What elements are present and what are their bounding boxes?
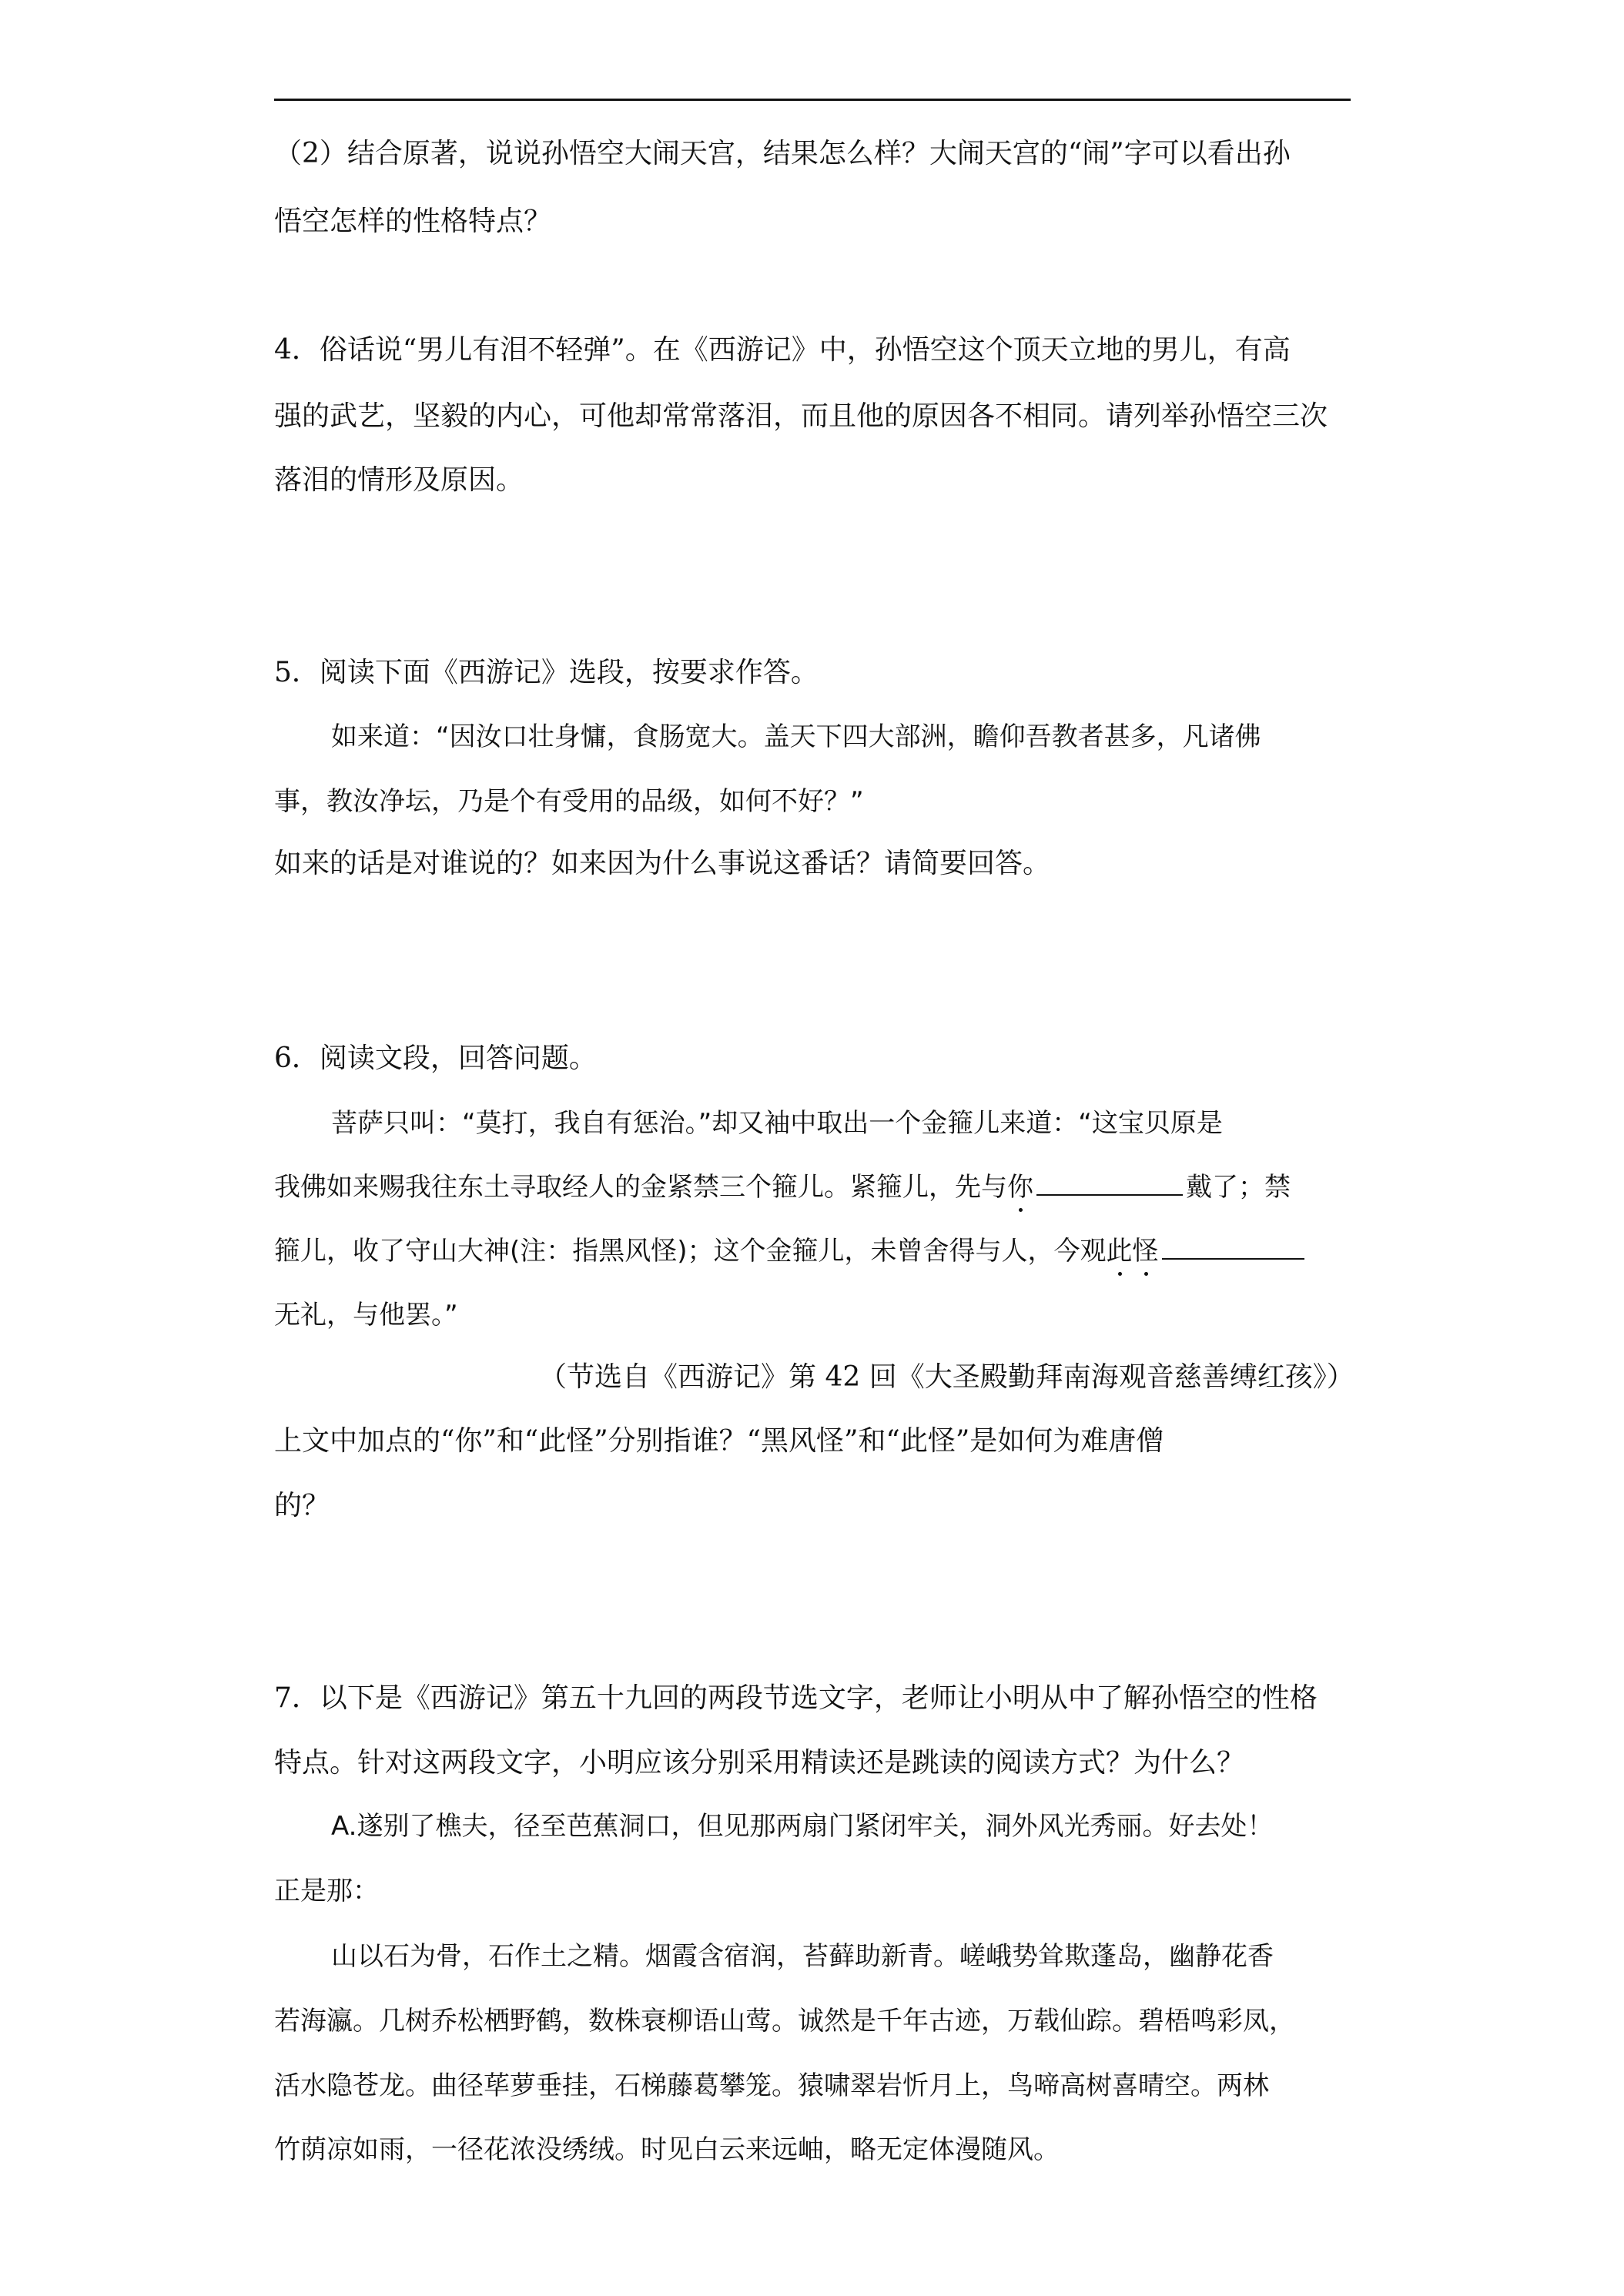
q7-poem-line3: 活水隐苍龙。曲径荜萝垂挂，石梯藤葛攀笼。猿啸翠岩忻月上，鸟啼高树喜晴空。两林 xyxy=(274,2070,1269,2101)
q7-poem-line1: 山以石为骨，石作土之精。烟霞含宿润，苔藓助新青。嵯峨势耸欺蓬岛，幽静花香 xyxy=(331,1941,1274,1972)
q4-line1: 4．俗话说“男儿有泪不轻弹”。在《西游记》中，孙悟空这个顶天立地的男儿，有高 xyxy=(274,334,1291,366)
q7-poem-line4: 竹荫凉如雨，一径花浓没绣绒。时见白云来远岫，略无定体漫随风。 xyxy=(274,2134,1060,2165)
q3-part2-line1: （2）结合原著，说说孙悟空大闹天宫，结果怎么样？大闹天宫的“闹”字可以看出孙 xyxy=(274,138,1291,169)
q6-question-line2: 的？ xyxy=(274,1490,330,1521)
fill-blank-2[interactable] xyxy=(1162,1235,1304,1260)
q7-line2: 特点。针对这两段文字，小明应该分别采用精读还是跳读的阅读方式？为什么？ xyxy=(274,1747,1245,1779)
q5-question: 如来的话是对谁说的？如来因为什么事说这番话？请简要回答。 xyxy=(274,848,1051,879)
q6-stem: 6．阅读文段，回答问题。 xyxy=(274,1043,597,1074)
q4-line2: 强的武艺，坚毅的内心，可他却常常落泪，而且他的原因各不相同。请列举孙悟空三次 xyxy=(274,400,1328,432)
q7-excerpt-a-line2: 正是那： xyxy=(274,1876,379,1906)
q5-stem: 5．阅读下面《西游记》选段，按要求作答。 xyxy=(274,657,819,688)
q7-excerpt-a-line1: A.遂别了樵夫，径至芭蕉洞口，但见那两扇门紧闭牢关，洞外风光秀丽。好去处！ xyxy=(331,1811,1274,1842)
q6-passage-line2-text-b: 戴了；禁 xyxy=(1186,1172,1291,1203)
q6-passage-line3-text-a: 箍儿，收了守山大神(注：指黑风怪)；这个金箍儿，未曾舍得与人，今观 xyxy=(274,1236,1107,1267)
q6-passage-line2 xyxy=(274,1170,1291,1204)
fill-blank-1[interactable] xyxy=(1036,1171,1183,1196)
header-rule xyxy=(274,99,1351,101)
q7-poem-line2: 若海瀛。几树乔松栖野鹤，数株衰柳语山莺。诚然是千年古迹，万载仙踪。碧梧鸣彩凤， xyxy=(274,2006,1295,2037)
q6-source-citation: （节选自《西游记》第 42 回《大圣殿勤拜南海观音慈善缚红孩》） xyxy=(539,1361,1354,1393)
emphasis-dot-ni: 你 xyxy=(1007,1172,1033,1203)
q5-quote-line1: 如来道：“因汝口壮身慵，食肠宽大。盖天下四大部洲，瞻仰吾教者甚多，凡诸佛 xyxy=(331,721,1261,752)
q4-line3: 落泪的情形及原因。 xyxy=(274,464,524,496)
q6-question-line1: 上文中加点的“你”和“此怪”分别指谁？“黑风怪”和“此怪”是如何为难唐僧 xyxy=(274,1425,1164,1457)
q6-passage-line4: 无礼，与他罢。” xyxy=(274,1300,458,1330)
q6-passage-line3 xyxy=(274,1234,1304,1268)
q6-passage-line2-text-a: 我佛如来赐我往东土寻取经人的金紧禁三个箍儿。紧箍儿，先与 xyxy=(274,1172,1007,1203)
emphasis-dot-ci: 此 xyxy=(1106,1236,1133,1267)
emphasis-dot-guai: 怪 xyxy=(1132,1236,1159,1267)
q7-line1: 7．以下是《西游记》第五十九回的两段节选文字，老师让小明从中了解孙悟空的性格 xyxy=(274,1682,1318,1714)
q6-passage-line1: 菩萨只叫：“莫打，我自有惩治。”却又袖中取出一个金箍儿来道：“这宝贝原是 xyxy=(331,1108,1223,1139)
q3-part2-line2: 悟空怎样的性格特点？ xyxy=(274,206,552,237)
q5-quote-line2: 事，教汝净坛，乃是个有受用的品级，如何不好？” xyxy=(274,786,864,817)
